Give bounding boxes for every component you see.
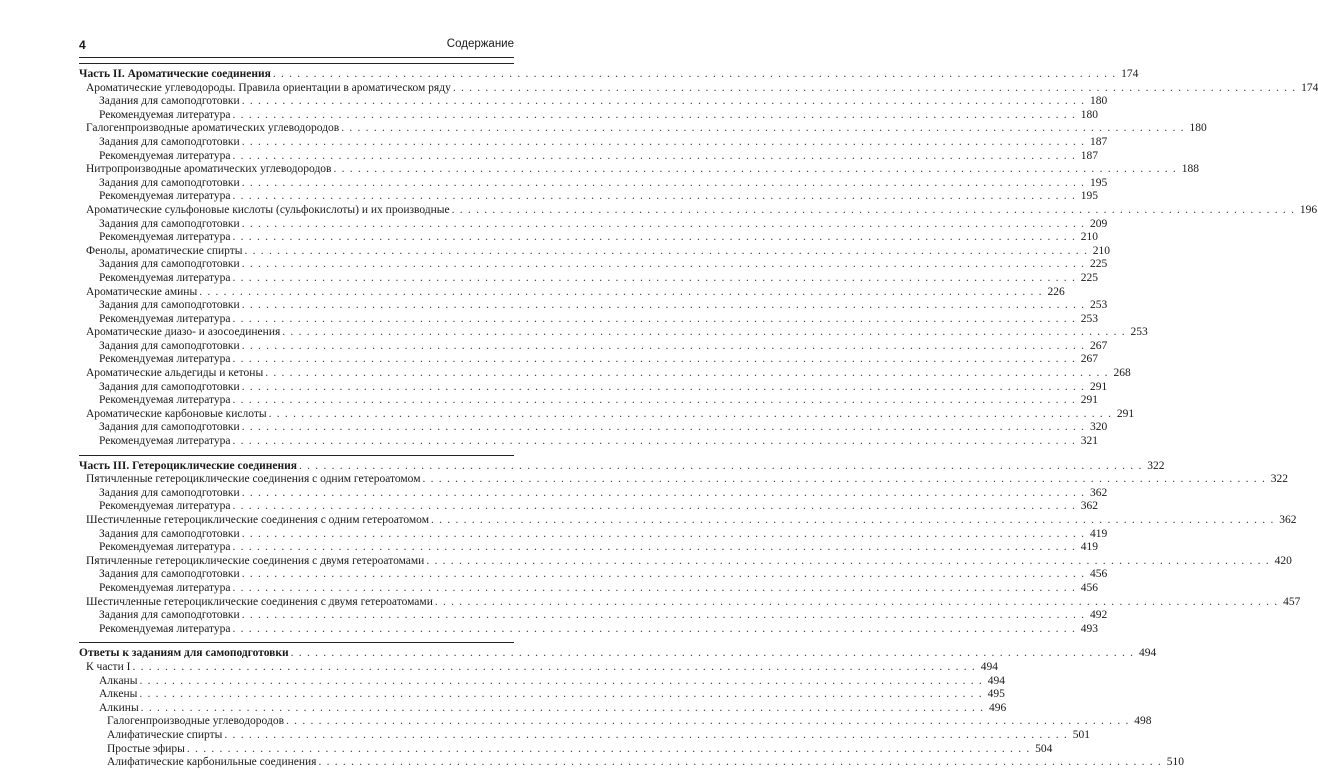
dot-leader xyxy=(242,136,1086,150)
dot-leader xyxy=(299,460,1143,474)
toc-subentry[interactable] xyxy=(79,394,1099,408)
dot-leader xyxy=(242,177,1086,191)
toc-page-number: 498 xyxy=(1134,715,1152,728)
toc-subentry[interactable] xyxy=(79,728,1090,743)
dot-leader xyxy=(453,82,1297,96)
toc-entry-title: Рекомендуемая литература xyxy=(99,541,231,554)
toc-part-heading[interactable] xyxy=(79,459,1165,474)
dot-leader xyxy=(224,729,1068,743)
toc-subentry[interactable] xyxy=(79,353,1099,367)
dot-leader xyxy=(139,688,983,702)
toc-subentry[interactable] xyxy=(79,312,1099,327)
toc-subentry[interactable] xyxy=(79,135,1108,150)
toc-subentry[interactable] xyxy=(79,190,1099,204)
toc-page-number: 320 xyxy=(1089,421,1108,434)
toc-subentry[interactable] xyxy=(79,756,1184,770)
toc-subentry[interactable] xyxy=(79,568,1108,582)
dot-leader xyxy=(233,150,1077,164)
toc-page-number: 322 xyxy=(1270,473,1289,486)
dot-leader xyxy=(245,245,1089,259)
toc-page-number: 187 xyxy=(1089,135,1108,148)
dot-leader xyxy=(233,353,1077,367)
toc-page-number: 196 xyxy=(1299,203,1318,216)
toc-page-number: 195 xyxy=(1080,190,1099,203)
dot-leader xyxy=(273,68,1117,82)
toc-page-number: 195 xyxy=(1089,176,1108,189)
toc-entry-title: Ароматические углеводороды. Правила ориентации в ароматическом ряду xyxy=(86,81,451,94)
toc-entry-title: Галогенпроизводные углеводородов xyxy=(107,715,285,728)
toc-entry-title: Рекомендуемая литература xyxy=(99,312,231,325)
toc-entry-title: Простые эфиры xyxy=(107,742,185,755)
toc-page-number: 291 xyxy=(1080,394,1099,407)
toc-subentry[interactable] xyxy=(79,715,1152,729)
toc-page-number: 253 xyxy=(1089,299,1108,312)
dot-leader xyxy=(242,487,1086,501)
toc-chapter-entry[interactable] xyxy=(79,81,1318,96)
header-divider xyxy=(79,57,514,58)
dot-leader xyxy=(199,286,1043,300)
toc-subentry[interactable] xyxy=(79,231,1099,245)
toc-entry-title: Задания для самоподготовки xyxy=(99,176,240,189)
toc-chapter-entry[interactable] xyxy=(79,122,1207,136)
toc-entry-title: Рекомендуемая литература xyxy=(99,500,231,513)
toc-page-number: 494 xyxy=(987,674,1005,687)
toc-chapter-entry[interactable] xyxy=(79,326,1148,340)
dot-leader xyxy=(233,109,1077,123)
dot-leader xyxy=(233,394,1077,408)
toc-page-number: 253 xyxy=(1130,326,1148,339)
toc-section xyxy=(79,643,1184,775)
toc-entry-title: Рекомендуемая литература xyxy=(99,271,231,284)
toc-page-number: 174 xyxy=(1121,68,1139,80)
toc-page-number: 291 xyxy=(1116,407,1135,420)
dot-leader xyxy=(233,435,1077,449)
dot-leader xyxy=(242,340,1086,354)
toc-subentry[interactable] xyxy=(79,95,1108,109)
toc-part-heading[interactable] xyxy=(79,647,1157,661)
toc-entry-title: Рекомендуемая литература xyxy=(99,435,231,448)
toc-page-number: 253 xyxy=(1080,312,1099,325)
dot-leader xyxy=(242,95,1086,109)
toc-page-number: 322 xyxy=(1147,459,1165,472)
toc-subentry[interactable] xyxy=(79,500,1099,514)
toc-entry-title: Алкины xyxy=(99,701,139,714)
toc-entry-title: Рекомендуемая литература xyxy=(99,622,231,635)
toc-page-number: 180 xyxy=(1089,95,1108,108)
toc-page-number: 209 xyxy=(1089,217,1108,230)
toc-entry-title: Ароматические альдегиды и кетоны xyxy=(86,367,264,380)
toc-chapter-entry[interactable] xyxy=(79,285,1065,300)
dot-leader xyxy=(242,299,1086,313)
toc-page-number: 457 xyxy=(1283,595,1301,608)
dot-leader xyxy=(242,258,1086,272)
dot-leader xyxy=(233,582,1077,596)
toc-page-number: 495 xyxy=(987,688,1005,701)
toc-chapter-entry[interactable] xyxy=(79,367,1131,381)
dot-leader xyxy=(233,190,1077,204)
toc-subentry[interactable] xyxy=(79,380,1108,395)
dot-leader xyxy=(233,272,1077,286)
toc-subentry[interactable] xyxy=(79,486,1108,501)
toc-subentry[interactable] xyxy=(79,176,1108,191)
toc-entry-title: Шестичленные гетероциклические соединения с одним гетероатомом xyxy=(86,514,429,526)
toc-page-number: 492 xyxy=(1089,609,1108,622)
toc-entry-title: Задания для самоподготовки xyxy=(99,339,240,352)
toc-section xyxy=(79,64,1318,455)
dot-leader xyxy=(265,367,1109,381)
toc-subentry[interactable] xyxy=(79,299,1108,313)
dot-leader xyxy=(233,500,1077,514)
toc-entry-title: Задания для самоподготовки xyxy=(99,609,240,622)
toc-entry-title: Часть III. Гетероциклические соединения xyxy=(79,459,297,472)
toc-part-heading[interactable] xyxy=(79,68,1139,82)
toc-page-number: 510 xyxy=(1166,756,1184,769)
toc-page-number: 496 xyxy=(988,701,1007,714)
dot-leader xyxy=(431,514,1275,528)
toc-page-number: 180 xyxy=(1189,122,1207,135)
toc-entry-title: Часть II. Ароматические соединения xyxy=(79,68,271,80)
toc-chapter-entry[interactable] xyxy=(79,514,1297,528)
toc-entry-title: Галогенпроизводные ароматических углеводородов xyxy=(86,122,340,135)
dot-leader xyxy=(291,647,1135,661)
toc-subentry[interactable] xyxy=(79,581,1099,596)
toc-entry-title: Рекомендуемая литература xyxy=(99,231,231,244)
toc-chapter-entry[interactable] xyxy=(79,554,1292,569)
toc-entry-title: Задания для самоподготовки xyxy=(99,95,240,108)
toc-page-number: 419 xyxy=(1080,541,1099,554)
dot-leader xyxy=(269,408,1113,422)
toc-subentry[interactable] xyxy=(79,609,1108,623)
toc-page-number: 362 xyxy=(1080,500,1099,513)
toc-page-number: 493 xyxy=(1080,622,1099,635)
toc-entry-title: Ответы к заданиям для самоподготовки xyxy=(79,647,289,660)
toc-page-number: 501 xyxy=(1072,728,1090,741)
toc-page-number: 188 xyxy=(1181,163,1200,176)
dot-leader xyxy=(341,122,1185,136)
toc-entry-title: Задания для самоподготовки xyxy=(99,380,240,393)
toc-chapter-entry[interactable] xyxy=(79,244,1111,259)
toc-entry-title: Алифатические спирты xyxy=(107,728,223,741)
toc-page-number: 504 xyxy=(1035,742,1053,755)
toc-entry-title: Ароматические карбоновые кислоты xyxy=(86,407,267,420)
toc-page-number: 267 xyxy=(1080,353,1099,366)
toc-page-number: 180 xyxy=(1080,108,1099,121)
toc-entry-title: Задания для самоподготовки xyxy=(99,217,240,230)
table-of-contents xyxy=(79,63,1318,776)
toc-entry-title: Задания для самоподготовки xyxy=(99,135,240,148)
dot-leader xyxy=(242,218,1086,232)
toc-entry-title: Задания для самоподготовки xyxy=(99,299,240,312)
dot-leader xyxy=(242,568,1086,582)
dot-leader xyxy=(233,541,1077,555)
toc-section xyxy=(79,456,1301,643)
dot-leader xyxy=(435,596,1279,610)
toc-entry-title: Рекомендуемая литература xyxy=(99,190,231,203)
toc-subentry[interactable] xyxy=(79,435,1099,449)
toc-subentry[interactable] xyxy=(79,258,1108,272)
toc-subentry[interactable] xyxy=(79,742,1053,757)
dot-leader xyxy=(233,231,1077,245)
toc-page-number: 494 xyxy=(980,660,998,673)
dot-leader xyxy=(242,421,1086,435)
toc-entry-title: Задания для самоподготовки xyxy=(99,527,240,540)
toc-subentry[interactable] xyxy=(79,674,1005,689)
dot-leader xyxy=(141,702,985,716)
toc-entry-title: Рекомендуемая литература xyxy=(99,353,231,366)
toc-subentry[interactable] xyxy=(79,271,1099,286)
toc-chapter-entry[interactable] xyxy=(79,163,1200,177)
toc-entry-title: Фенолы, ароматические спирты xyxy=(86,244,243,257)
toc-page-number: 362 xyxy=(1089,486,1108,499)
toc-page-number: 210 xyxy=(1092,244,1111,257)
toc-subentry[interactable] xyxy=(79,421,1108,435)
dot-leader xyxy=(333,163,1177,177)
toc-entry-title: Пятичленные гетероциклические соединения с двумя гетероатомами xyxy=(86,554,425,567)
toc-page-number: 187 xyxy=(1080,149,1099,162)
toc-subentry[interactable] xyxy=(79,688,1005,702)
toc-entry-title: Рекомендуемая литература xyxy=(99,581,231,594)
toc-subentry[interactable] xyxy=(79,541,1099,555)
toc-entry-title: Алифатические карбонильные соединения xyxy=(107,756,317,769)
toc-entry-title: Ароматические амины xyxy=(86,285,198,298)
dot-leader xyxy=(282,326,1126,340)
toc-page-number: 456 xyxy=(1080,581,1099,594)
toc-page-number: 174 xyxy=(1301,81,1318,94)
dot-leader xyxy=(139,675,983,689)
dot-leader xyxy=(286,715,1130,729)
toc-page-number: 291 xyxy=(1089,380,1108,393)
toc-page-number: 420 xyxy=(1274,554,1292,567)
toc-page-number: 210 xyxy=(1080,231,1099,244)
dot-leader xyxy=(426,555,1270,569)
dot-leader xyxy=(423,473,1267,487)
dot-leader xyxy=(242,528,1086,542)
toc-entry-title: Задания для самоподготовки xyxy=(99,568,240,581)
page-number: 4 xyxy=(79,38,86,52)
toc-entry-title: Рекомендуемая литература xyxy=(99,108,231,121)
toc-entry-title: Ароматические сульфоновые кислоты (сульфокислоты) и их производные xyxy=(86,203,450,216)
toc-chapter-entry[interactable] xyxy=(79,203,1318,218)
toc-entry-title: Задания для самоподготовки xyxy=(99,486,240,499)
dot-leader xyxy=(242,381,1086,395)
dot-leader xyxy=(187,743,1031,757)
toc-chapter-entry[interactable] xyxy=(79,407,1135,422)
dot-leader xyxy=(452,204,1296,218)
toc-subentry[interactable] xyxy=(79,108,1099,123)
toc-subentry[interactable] xyxy=(79,701,1007,716)
toc-subentry[interactable] xyxy=(79,217,1108,232)
dot-leader xyxy=(242,609,1086,623)
toc-subentry[interactable] xyxy=(79,339,1108,354)
dot-leader xyxy=(233,623,1077,637)
toc-entry-title: К части I xyxy=(86,660,131,673)
toc-entry-title: Алкены xyxy=(99,688,138,701)
toc-entry-title: Алканы xyxy=(99,674,138,687)
toc-page-number: 225 xyxy=(1080,271,1099,284)
toc-entry-title: Пятичленные гетероциклические соединения с одним гетероатомом xyxy=(86,473,421,486)
toc-entry-title: Шестичленные гетероциклические соединения с двумя гетероатомами xyxy=(86,595,433,608)
dot-leader xyxy=(318,756,1162,770)
toc-entry-title: Задания для самоподготовки xyxy=(99,421,240,434)
toc-page-number: 362 xyxy=(1279,514,1297,526)
toc-page-number: 268 xyxy=(1113,367,1131,380)
toc-entry-title: Рекомендуемая литература xyxy=(99,149,231,162)
toc-page-number: 225 xyxy=(1089,258,1108,271)
toc-page-number: 226 xyxy=(1047,285,1065,298)
toc-entry-title: Рекомендуемая литература xyxy=(99,394,231,407)
toc-page-number: 419 xyxy=(1089,527,1108,540)
page-header xyxy=(79,38,514,54)
toc-chapter-entry[interactable] xyxy=(79,660,998,675)
toc-chapter-entry[interactable] xyxy=(79,473,1289,487)
dot-leader xyxy=(132,661,976,675)
toc-page-number: 494 xyxy=(1138,647,1157,660)
running-title: Содержание xyxy=(446,38,514,50)
toc-subentry[interactable] xyxy=(79,622,1099,637)
toc-entry-title: Нитропроизводные ароматических углеводородов xyxy=(86,163,332,176)
toc-entry-title: Ароматические диазо- и азосоединения xyxy=(86,326,281,339)
toc-page-number: 321 xyxy=(1080,435,1099,448)
toc-subentry[interactable] xyxy=(79,527,1108,542)
dot-leader xyxy=(233,313,1077,327)
toc-page-number: 267 xyxy=(1089,339,1108,352)
toc-subentry[interactable] xyxy=(79,149,1099,164)
toc-entry-title: Задания для самоподготовки xyxy=(99,258,240,271)
toc-page-number: 456 xyxy=(1089,568,1108,581)
toc-chapter-entry[interactable] xyxy=(79,595,1301,610)
